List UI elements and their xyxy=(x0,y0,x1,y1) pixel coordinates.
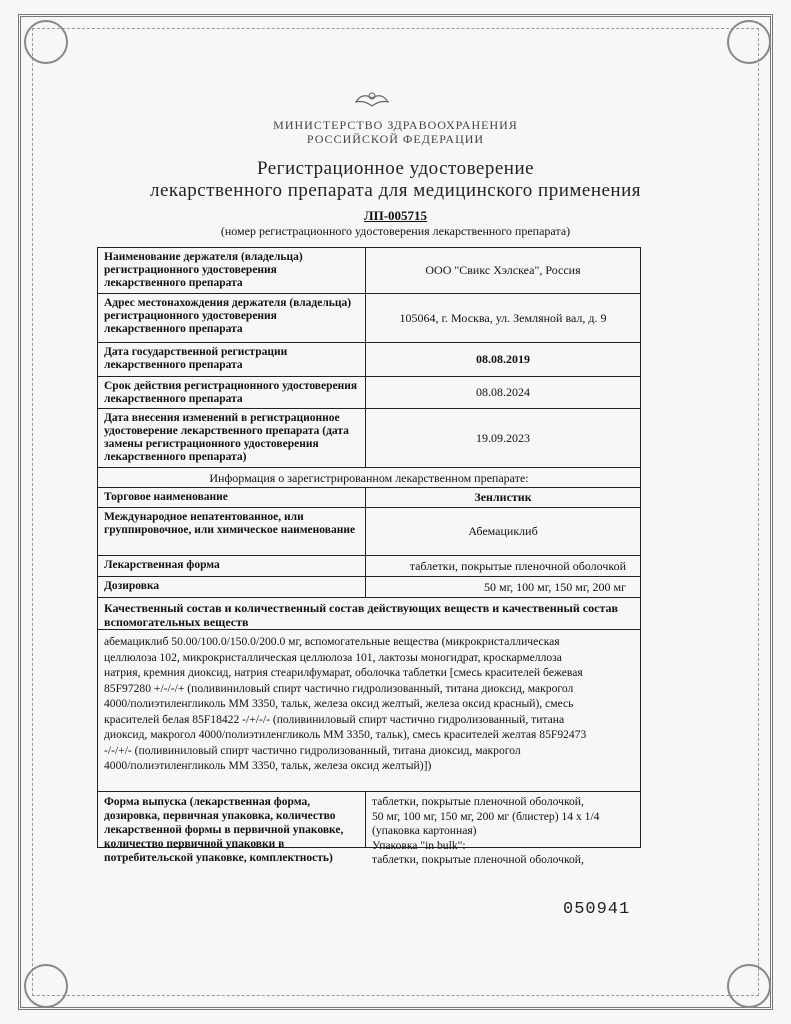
dosage-form-value: таблетки, покрытые пленочной оболочкой xyxy=(409,558,626,573)
holder-address-value: 105064, г. Москва, ул. Земляной вал, д. 9 xyxy=(399,310,607,325)
validity-value: 08.08.2024 xyxy=(476,385,530,399)
table-row xyxy=(98,792,640,866)
table-row xyxy=(98,630,640,792)
registration-number-caption: (номер регистрационного удостоверения лекарственного препарата) xyxy=(220,224,571,238)
table-row xyxy=(98,556,640,577)
corner-ornament-icon xyxy=(727,964,771,1008)
table-row xyxy=(98,508,640,556)
changes-date-value: 19.09.2023 xyxy=(476,430,530,445)
table-row xyxy=(98,488,640,508)
composition-header: Качественный состав и количественный состав действующих веществ и качественный состав вспомогательных веществ xyxy=(104,601,618,629)
table-row xyxy=(98,598,640,630)
composition-text: абемациклиб 50.00/100.0/150.0/200.0 мг, вспомогательные вещества (микрокристаллическая целлюлоза 102, микрокристаллическая целлюлоза 101, лактозы моногидрат, кроскармеллоза натрия, кремния диоксид, натрия стеарилфумарат, оболочка таблетки [смесь красителей бежевая 85F97280 +/-/-/+ (поливиниловый спирт частично гидролизованный, титана диоксид, макрогол 4000/полиэтиленгликоль MM 3350, тальк, железа оксид желтый, железа оксид красный), смесь красителей белая 85F18422 -/+/-/- (поливиниловый спирт частично гидролизованный, титана диоксид, макрогол 4000/полиэтиленгликоль MM 3350, тальк), смесь красителей желтая 85F92473 -/-/+/- (поливиниловый спирт частично гидролизованный, титана диоксид, макрогол 4000/полиэтиленгликоль MM 3350, тальк, железа оксид желтый)]) xyxy=(104,635,587,772)
trade-name-label: Торговое наименование xyxy=(98,488,366,507)
dosage-form-label: Лекарственная форма xyxy=(98,556,366,576)
holder-name-label: Наименование держателя (владельца) регистрационного удостоверения лекарственного препарата xyxy=(98,248,366,293)
info-section-header: Информация о зарегистрированном лекарственном препарате: xyxy=(209,471,529,485)
inn-label: Международное непатентованное, или группировочное, или химическое наименование xyxy=(98,508,366,555)
registration-number: ЛП-005715 xyxy=(363,208,428,223)
registration-date-label: Дата государственной регистрации лекарственного препарата xyxy=(98,343,366,376)
table-row xyxy=(98,409,640,468)
table-row xyxy=(98,468,640,488)
table-row xyxy=(98,377,640,409)
registration-date-value: 08.08.2019 xyxy=(476,352,530,366)
holder-name-value: ООО "Свикс Хэлскеа", Россия xyxy=(425,263,581,277)
table-row xyxy=(98,294,640,343)
release-form-value: таблетки, покрытые пленочной оболочкой, 50 мг, 100 мг, 150 мг, 200 мг (блистер) 14 х 1/4 (упаковка картонная) Упаковка "in bulk": таблетки, покрытые пленочной оболочкой, xyxy=(372,795,600,866)
serial-number: 050941 xyxy=(563,900,631,919)
state-emblem-icon xyxy=(350,88,394,112)
inn-value: Абемациклиб xyxy=(468,524,538,538)
table-row xyxy=(98,248,640,294)
dosage-label: Дозировка xyxy=(98,577,366,597)
release-form-label: Форма выпуска (лекарственная форма, дозировка, первичная упаковка, количество лекарственной формы в первичной упаковке, количество первичной упаковки в потребительской упаковке, комплектность) xyxy=(98,792,366,847)
dosage-value: 50 мг, 100 мг, 150 мг, 200 мг xyxy=(483,579,626,594)
certificate-table xyxy=(97,247,641,866)
ministry-name-line1: МИНИСТЕРСТВО ЗДРАВООХРАНЕНИЯ xyxy=(273,118,518,132)
holder-address-label: Адрес местонахождения держателя (владельца) регистрационного удостоверения лекарственного препарата xyxy=(98,294,366,342)
corner-ornament-icon xyxy=(24,20,68,64)
corner-ornament-icon xyxy=(24,964,68,1008)
trade-name-value: Зенлистик xyxy=(474,490,532,504)
corner-ornament-icon xyxy=(727,20,771,64)
validity-label: Срок действия регистрационного удостоверения лекарственного препарата xyxy=(98,377,366,408)
table-row xyxy=(98,577,640,598)
ministry-name-line2: РОССИЙСКОЙ ФЕДЕРАЦИИ xyxy=(306,132,485,146)
changes-date-label: Дата внесения изменений в регистрационное удостоверение лекарственного препарата (дата замены регистрационного удостоверения лекарственного препарата) xyxy=(98,409,366,467)
document-title-line1: Регистрационное удостоверение xyxy=(256,158,535,179)
table-row xyxy=(98,343,640,377)
document-title-line2: лекарственного препарата для медицинского применения xyxy=(149,180,641,201)
